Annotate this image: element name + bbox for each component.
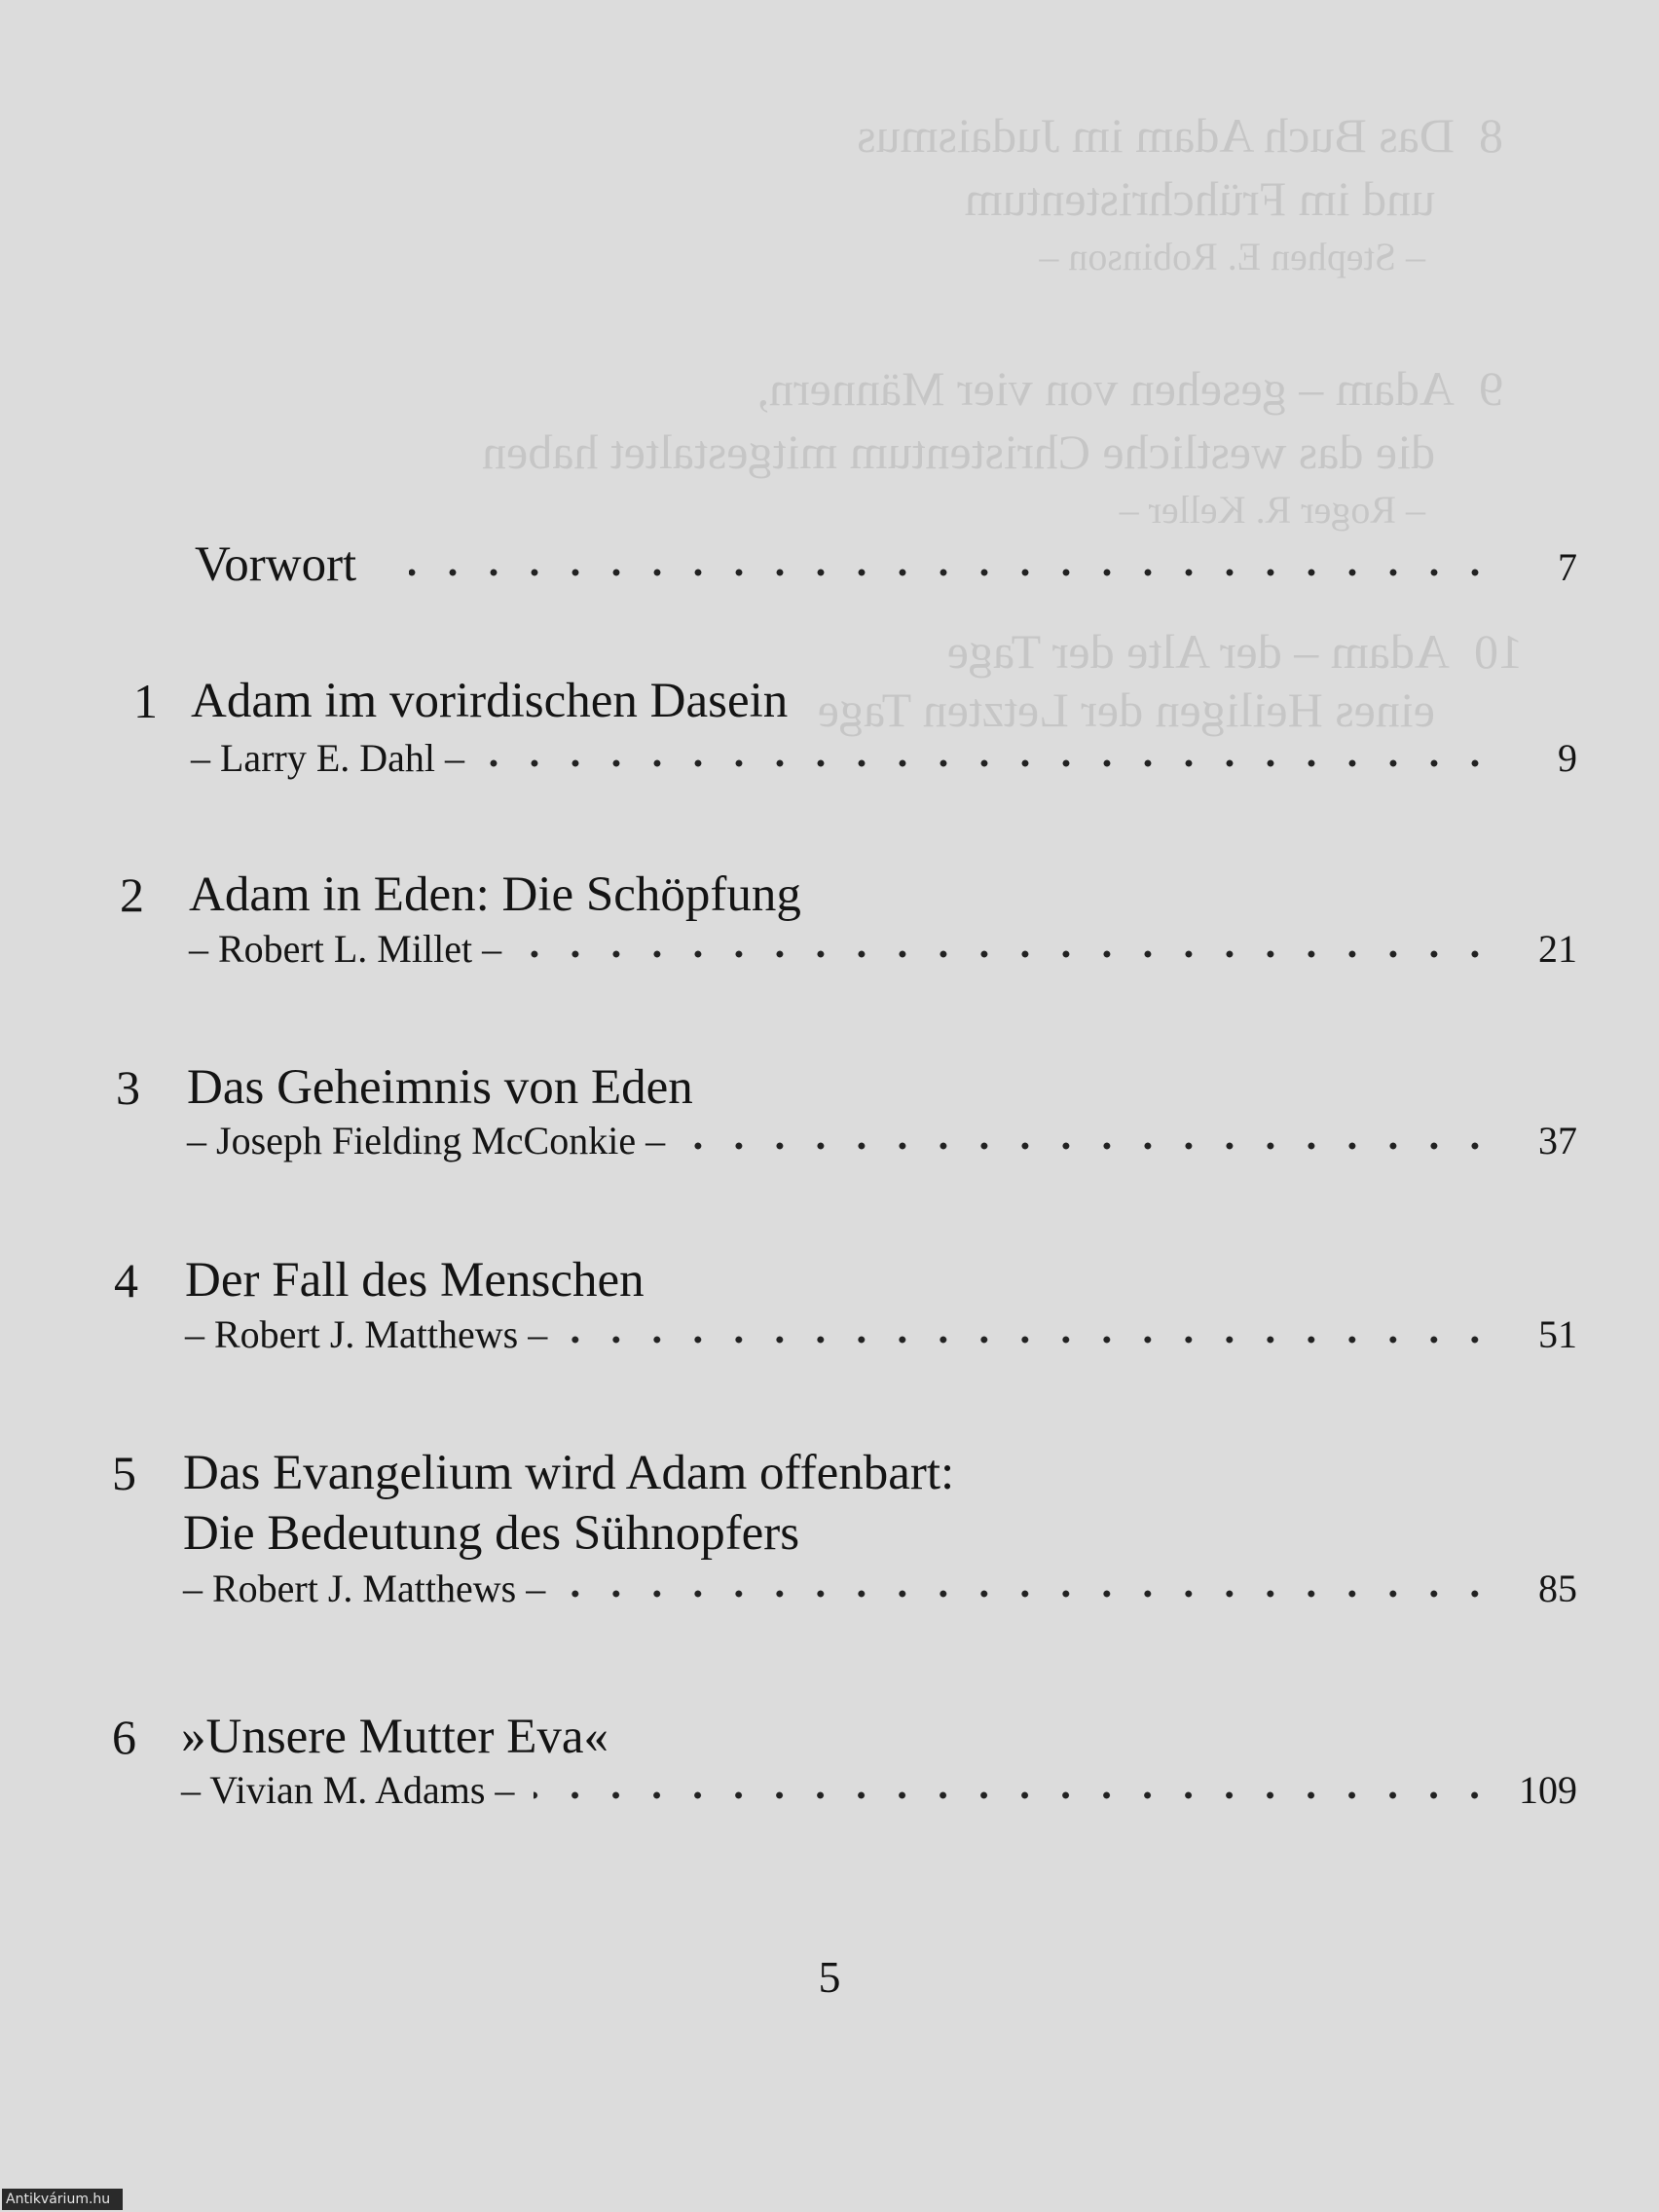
chapter-author: – Robert J. Matthews – [183,1567,546,1610]
foreword-leader-line [409,543,1577,592]
chapter-author: – Robert L. Millet – [189,927,502,971]
toc-entry-chapter-5 [0,1442,1659,1637]
chapter-author-line [185,1310,1577,1359]
chapter-title: »Unsere Mutter Eva« [181,1710,609,1764]
chapter-page-number: 51 [1538,1312,1577,1356]
dot-leader [684,1136,1495,1156]
toc-entry-chapter-6 [0,1706,1659,1832]
chapter-number: 2 [120,867,144,922]
chapter-author-line [181,1766,1577,1815]
chapter-page-number: 85 [1538,1567,1577,1610]
chapter-page-number: 9 [1558,736,1577,780]
foreword-title: Vorwort [195,537,357,592]
chapter-author-line [183,1565,1577,1613]
chapter-number: 5 [112,1446,136,1500]
page-folio-number: 5 [818,1952,841,2002]
chapter-title: Adam im vorirdischen Dasein [191,674,789,728]
dot-leader [565,1584,1495,1604]
chapter-author-line [191,734,1577,783]
watermark-badge: Antikvárium.hu [2,2189,123,2210]
chapter-number: 1 [133,674,158,728]
bleed-through-text: 8 Das Buch Adam im Judaismus und im Frühchristentum – Stephen E. Robinson – 9 Adam – gesehen von vier Männern, die das westliche Christentum mitgestaltet haben – Roger R. Keller – 10 Adam – der Alte der Tage eines Heiligen der Letzten Tage [482,108,1523,737]
toc-entry-chapter-3 [0,1056,1659,1183]
chapter-author: – Joseph Fielding McConkie – [187,1119,666,1162]
dot-leader [409,563,1495,582]
toc-entry-foreword [0,534,1659,604]
chapter-author: – Vivian M. Adams – [181,1768,515,1812]
chapter-number: 3 [116,1060,140,1115]
dot-leader [567,1330,1495,1349]
foreword-page-number: 7 [1558,545,1577,589]
dot-leader [534,1786,1495,1805]
chapter-author-line [187,1117,1577,1165]
toc-entry-chapter-4 [0,1249,1659,1376]
dot-leader [521,944,1495,964]
chapter-title: Das Geheimnis von Eden [187,1060,693,1115]
chapter-page-number: 37 [1538,1119,1577,1162]
dot-leader [484,754,1495,773]
chapter-author: – Robert J. Matthews – [185,1312,548,1356]
chapter-title: Das Evangelium wird Adam offenbart: [183,1446,955,1500]
toc-entry-chapter-2 [0,864,1659,990]
chapter-subtitle: Die Bedeutung des Sühnopfers [183,1506,800,1561]
chapter-page-number: 109 [1519,1768,1577,1812]
chapter-author-line [189,925,1577,974]
toc-entry-chapter-1 [0,670,1659,796]
chapter-page-number: 21 [1538,927,1577,971]
chapter-number: 4 [114,1253,138,1308]
chapter-title: Der Fall des Menschen [185,1253,645,1308]
chapter-title: Adam in Eden: Die Schöpfung [189,867,801,922]
chapter-number: 6 [112,1710,136,1764]
chapter-author: – Larry E. Dahl – [191,736,465,780]
